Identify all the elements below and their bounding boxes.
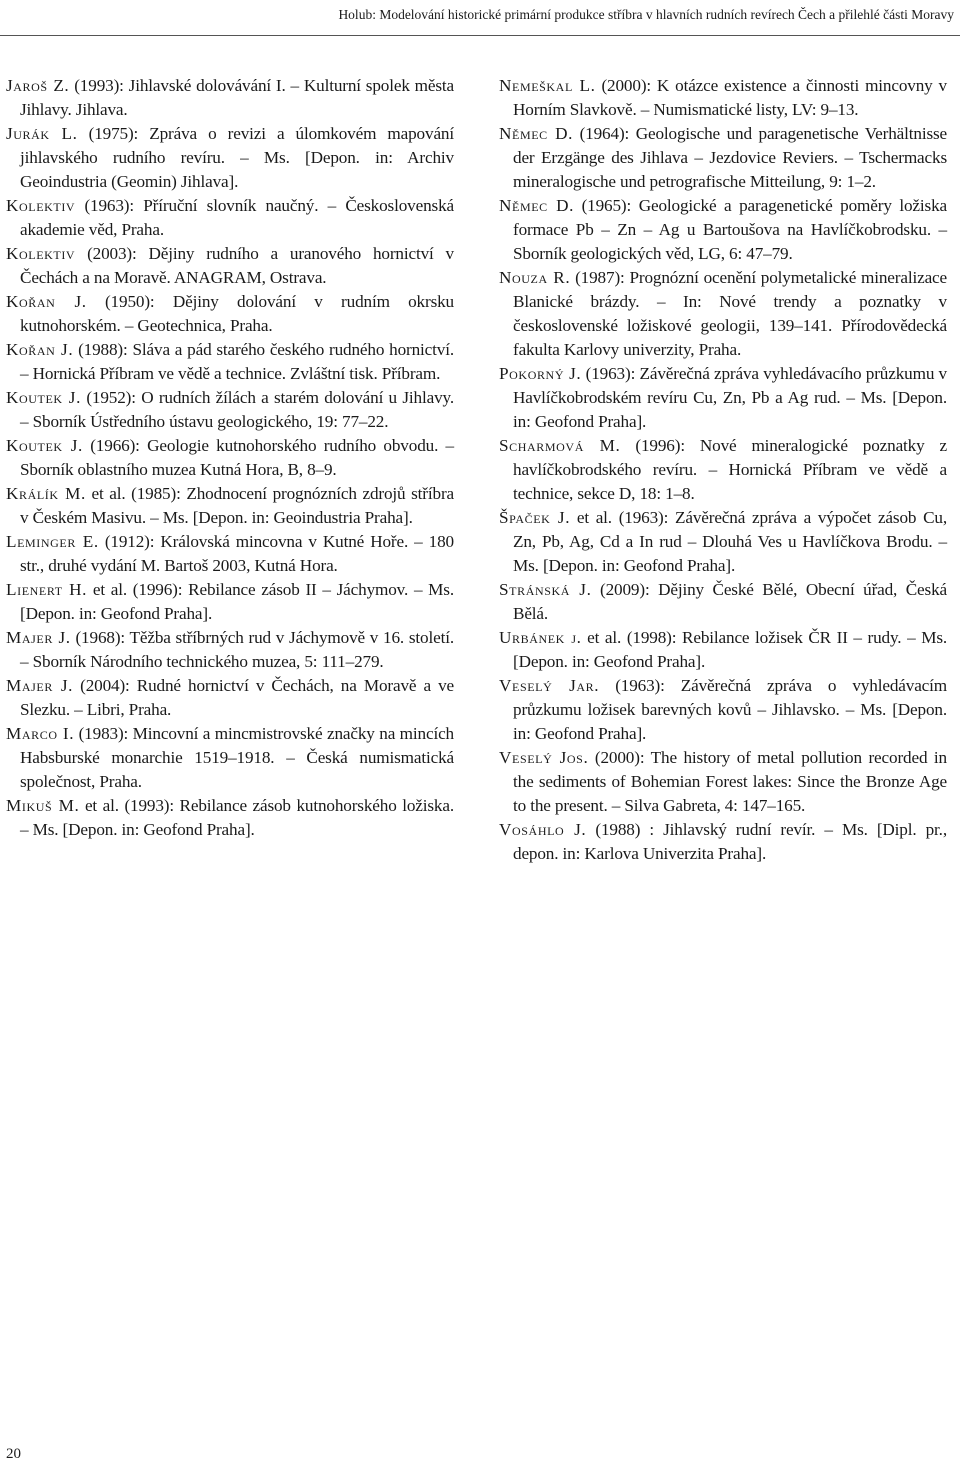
reference-entry [499, 122, 947, 194]
running-header: Holub: Modelování historické primární produkce stříbra v hlavních rudních revírech Čech a přilehlé části Moravy [338, 7, 954, 22]
reference-entry [6, 578, 454, 626]
reference-entry [6, 74, 454, 122]
reference-text: (2004): Rudné hornictví v Čechách, na Moravě a ve Slezku. – Libri, Praha. [20, 676, 454, 719]
reference-author: Špaček J. [499, 508, 571, 527]
reference-text: (2000): K otázce existence a činnosti mincovny v Horním Slavkově. – Numismatické listy, LV: 9–13. [513, 76, 947, 119]
reference-entry [6, 194, 454, 242]
reference-entry [6, 626, 454, 674]
reference-text: (1983): Mincovní a mincmistrovské značky na mincích Habsburské monarchie 1519–1918. – Česká numismatická společnost, Praha. [20, 724, 454, 791]
reference-entry [499, 266, 947, 362]
reference-entry [499, 506, 947, 578]
reference-entry [499, 578, 947, 626]
reference-text: (1988): Sláva a pád starého českého rudného hornictví. – Hornická Příbram ve vědě a technice. Zvláštní tisk. Příbram. [20, 340, 454, 383]
reference-entry [499, 818, 947, 866]
reference-text: (1963): Závěrečná zpráva o vyhledávacím průzkumu ložisek barevných kovů – Jihlavsko. – Ms. [Depon. in: Geofond Praha]. [513, 676, 948, 743]
reference-text: (1993): Jihlavské dolovávání I. – Kulturní spolek města Jihlavy. Jihlava. [20, 76, 455, 119]
reference-author: Scharmová M. [499, 436, 621, 455]
reference-entry [6, 674, 454, 722]
reference-author: Lienert H. [6, 580, 88, 599]
reference-entry [6, 434, 454, 482]
reference-text: (1950): Dějiny dolování v rudním okrsku kutnohorském. – Geotechnica, Praha. [20, 292, 454, 335]
reference-entry [6, 122, 454, 194]
reference-author: Jurák L. [6, 124, 78, 143]
reference-author: Leminger E. [6, 532, 99, 551]
reference-text: (1988) : Jihlavský rudní revír. – Ms. [Dipl. pr., depon. in: Karlova Univerzita Praha]. [513, 820, 947, 863]
reference-text: (1952): O rudních žílách a starém dolování u Jihlavy. – Sborník Ústředního ústavu geologického, 19: 77–22. [20, 388, 454, 431]
reference-text: (1966): Geologie kutnohorského rudního obvodu. – Sborník oblastního muzea Kutná Hora, B, 8–9. [20, 436, 454, 479]
header-rule [0, 35, 960, 36]
reference-text: (2003): Dějiny rudního a uranového hornictví v Čechách a na Moravě. ANAGRAM, Ostrava. [20, 244, 454, 287]
reference-author: Jaroš Z. [6, 76, 70, 95]
reference-author: Koutek J. [6, 388, 81, 407]
reference-text: (1965): Geologické a paragenetické poměry ložiska formace Pb – Zn – Ag u Bartoušova na Havlíčkobrodsku. – Sborník geologických věd, LG, 6: 47–79. [513, 196, 947, 263]
reference-text: et al. (1998): Rebilance ložisek ČR II – rudy. – Ms. [Depon. in: Geofond Praha]. [513, 628, 948, 671]
reference-author: Kořan J. [6, 340, 74, 359]
page-number: 20 [6, 1446, 21, 1462]
reference-author: Kolektiv [6, 244, 76, 263]
reference-text: (1996): Nové mineralogické poznatky z havlíčkobrodského revíru. – Hornická Příbram ve vědě a technice, sekce D, 18: 1–8. [513, 436, 947, 503]
reference-author: Veselý Jos. [499, 748, 589, 767]
reference-text: (1968): Těžba stříbrných rud v Jáchymově v 16. století. – Sborník Národního technického muzea, 5: 111–279. [20, 628, 454, 671]
reference-column-right [499, 74, 947, 866]
reference-entry [499, 746, 947, 818]
reference-text: et al. (1963): Závěrečná zpráva a výpočet zásob Cu, Zn, Pb, Ag, Cd a In rud – Dlouhá Ves u Havlíčkova Brodu. – Ms. [Depon. in: Geofond Praha]. [513, 508, 947, 575]
reference-entry [6, 386, 454, 434]
reference-author: Marco I. [6, 724, 75, 743]
reference-entry [6, 338, 454, 386]
reference-column-left [6, 74, 454, 842]
reference-entry [6, 290, 454, 338]
reference-entry [499, 626, 947, 674]
reference-entry [499, 194, 947, 266]
reference-text: (1963): Závěrečná zpráva vyhledávacího průzkumu v Havlíčkobrodském revíru Cu, Zn, Pb a Ag rud. – Ms. [Depon. in: Geofond Praha]. [513, 364, 948, 431]
reference-entry [6, 794, 454, 842]
reference-text: et al. (1996): Rebilance zásob II – Jáchymov. – Ms. [Depon. in: Geofond Praha]. [20, 580, 454, 623]
reference-entry [6, 482, 454, 530]
reference-entry [6, 722, 454, 794]
reference-author: Nemeškal L. [499, 76, 596, 95]
reference-author: Vosáhlo J. [499, 820, 587, 839]
reference-author: Němec D. [499, 196, 574, 215]
reference-entry [499, 674, 947, 746]
reference-entry [6, 242, 454, 290]
reference-author: Pokorný J. [499, 364, 582, 383]
reference-text: (1912): Královská mincovna v Kutné Hoře. – 180 str., druhé vydání M. Bartoš 2003, Kutná Hora. [20, 532, 454, 575]
reference-author: Němec D. [499, 124, 573, 143]
reference-author: Kořan J. [6, 292, 87, 311]
reference-entry [6, 530, 454, 578]
reference-entry [499, 362, 947, 434]
reference-author: Veselý Jar. [499, 676, 600, 695]
reference-author: Nouza R. [499, 268, 571, 287]
reference-author: Majer J. [6, 628, 71, 647]
reference-author: Koutek J. [6, 436, 83, 455]
reference-text: (1964): Geologische und paragenetische Verhältnisse der Erzgänge des Jihlava – Jezdovice Reviers. – Tschermacks mineralogische und petrografische Mitteilung, 9: 1–2. [513, 124, 947, 191]
reference-text: et al. (1985): Zhodnocení prognózních zdrojů stříbra v Českém Masivu. – Ms. [Depon. in: Geoindustria Praha]. [20, 484, 454, 527]
reference-text: (2009): Dějiny České Bělé, Obecní úřad, Česká Bělá. [513, 580, 947, 623]
reference-author: Majer J. [6, 676, 74, 695]
reference-author: Králík M. [6, 484, 86, 503]
reference-text: (1987): Prognózní ocenění polymetalické mineralizace Blanické brázdy. – In: Nové trendy a poznatky v československé ložiskové geologii, 139–141. Přírodovědecká fakulta Karlovy univerzity, Praha. [513, 268, 948, 359]
reference-author: Kolektiv [6, 196, 76, 215]
reference-text: et al. (1993): Rebilance zásob kutnohorského ložiska. – Ms. [Depon. in: Geofond Praha]. [20, 796, 455, 839]
reference-author: Stránská J. [499, 580, 592, 599]
reference-text: (1975): Zpráva o revizi a úlomkovém mapování jihlavského rudního revíru. – Ms. [Depon. in: Archiv Geoindustria (Geomin) Jihlava]. [20, 124, 454, 191]
reference-text: (1963): Příruční slovník naučný. – Československá akademie věd, Praha. [20, 196, 454, 239]
reference-entry [499, 434, 947, 506]
reference-entry [499, 74, 947, 122]
reference-text: (2000): The history of metal pollution recorded in the sediments of Bohemian Forest lakes: Since the Bronze Age to the present. – Silva Gabreta, 4: 147–165. [513, 748, 947, 815]
reference-author: Urbánek j. [499, 628, 582, 647]
reference-author: Mikuš M. [6, 796, 80, 815]
